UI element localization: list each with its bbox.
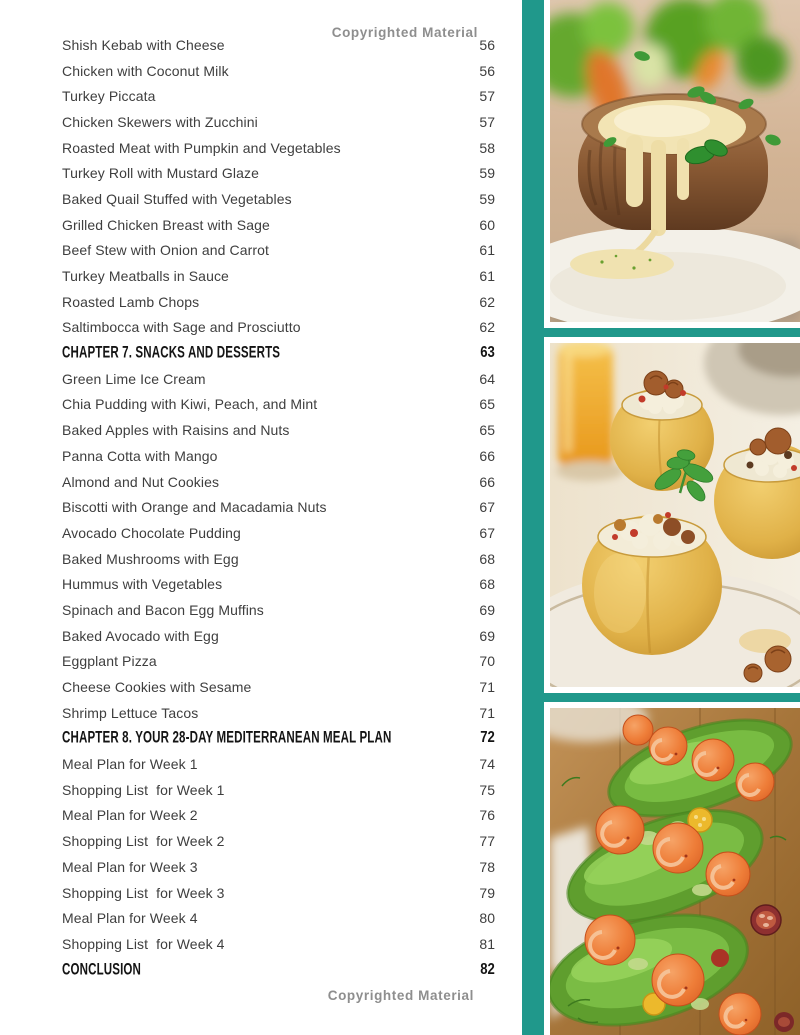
toc-entry-label: Turkey Piccata — [62, 88, 156, 105]
toc-entry-label: Biscotti with Orange and Macadamia Nuts — [62, 499, 327, 516]
toc-entry-label: Meal Plan for Week 2 — [62, 807, 198, 824]
toc-entry-page: 72 — [480, 729, 495, 747]
toc-entry-page: 81 — [479, 935, 495, 952]
toc-entry-page: 76 — [479, 807, 495, 824]
toc-row — [62, 520, 495, 546]
toc-row — [62, 315, 495, 341]
toc-entry-label: Beef Stew with Onion and Carrot — [62, 242, 269, 259]
toc-row — [62, 880, 495, 906]
toc-row — [62, 238, 495, 264]
shrimp-lettuce-tacos-photo — [550, 708, 800, 1035]
toc-row — [62, 777, 495, 803]
toc-entry-page: 77 — [479, 833, 495, 850]
toc-entry-label: Baked Apples with Raisins and Nuts — [62, 422, 290, 439]
steak-with-cheese-sauce-photo — [550, 0, 800, 322]
toc-entry-label: Green Lime Ice Cream — [62, 370, 206, 387]
toc-row — [62, 931, 495, 957]
toc-entry-label: Hummus with Vegetables — [62, 576, 223, 593]
toc-entry-page: 69 — [479, 601, 495, 618]
toc-entry-label: Baked Mushrooms with Egg — [62, 550, 239, 567]
toc-entry-page: 74 — [479, 756, 495, 773]
toc-entry-page: 67 — [479, 524, 495, 541]
toc-row — [62, 623, 495, 649]
toc-entry-label: Turkey Meatballs in Sauce — [62, 268, 229, 285]
toc-entry-page: 69 — [479, 627, 495, 644]
toc-entry-label: Meal Plan for Week 1 — [62, 756, 198, 773]
toc-entry-page: 58 — [479, 139, 495, 156]
toc-entry-label: Baked Avocado with Egg — [62, 627, 219, 644]
toc-entry-page: 82 — [480, 960, 495, 978]
toc-row — [62, 571, 495, 597]
toc-entry-page: 56 — [479, 62, 495, 79]
toc-entry-label: Roasted Lamb Chops — [62, 293, 200, 310]
toc-row — [62, 649, 495, 675]
toc-entry-label: Meal Plan for Week 4 — [62, 910, 198, 927]
toc-entry-page: 70 — [479, 653, 495, 670]
toc-entry-label: Roasted Meat with Pumpkin and Vegetables — [62, 139, 341, 156]
toc-entry-page: 71 — [479, 679, 495, 696]
toc-entry-page: 68 — [479, 576, 495, 593]
toc-row — [62, 494, 495, 520]
toc-entry-label: Cheese Cookies with Sesame — [62, 679, 252, 696]
toc-entry-page: 64 — [479, 370, 495, 387]
baked-stuffed-apples-photo — [550, 343, 800, 687]
toc-entry-label: Grilled Chicken Breast with Sage — [62, 216, 270, 233]
toc-entry-page: 56 — [479, 36, 495, 53]
toc-entry-label: Shopping List for Week 3 — [62, 884, 225, 901]
photo-frame-bottom — [544, 702, 800, 1035]
toc-row — [62, 135, 495, 161]
copyright-notice-bottom: Copyrighted Material — [327, 988, 474, 1003]
toc-row — [62, 58, 495, 84]
toc-entry-page: 80 — [479, 910, 495, 927]
toc-entry-page: 65 — [479, 422, 495, 439]
toc-row — [62, 957, 495, 983]
toc-entry-page: 78 — [479, 858, 495, 875]
toc-entry-label: Shopping List for Week 1 — [62, 781, 225, 798]
toc-entry-label: Chia Pudding with Kiwi, Peach, and Mint — [62, 396, 318, 413]
toc-entry-label: Chicken with Coconut Milk — [62, 62, 229, 79]
toc-entry-page: 66 — [479, 473, 495, 490]
toc-row — [62, 674, 495, 700]
toc-row — [62, 366, 495, 392]
toc-entry-page: 75 — [479, 781, 495, 798]
toc-entry-page: 62 — [479, 293, 495, 310]
toc-row — [62, 854, 495, 880]
toc-entry-page: 79 — [479, 884, 495, 901]
toc-entry-page: 59 — [479, 165, 495, 182]
toc-entry-label: Shopping List for Week 4 — [62, 935, 225, 952]
toc-row — [62, 700, 495, 726]
toc-entry-page: 57 — [479, 113, 495, 130]
toc-entry-page: 61 — [479, 242, 495, 259]
toc-row — [62, 212, 495, 238]
toc-entry-label: Saltimbocca with Sage and Prosciutto — [62, 319, 301, 336]
toc-entry-page: 63 — [480, 344, 495, 362]
toc-row — [62, 109, 495, 135]
toc-row — [62, 186, 495, 212]
toc-entry-label: CHAPTER 8. YOUR 28-DAY MEDITERRANEAN MEAL PLAN — [62, 728, 392, 747]
toc-entry-label: CONCLUSION — [62, 960, 142, 979]
toc-entry-label: Chicken Skewers with Zucchini — [62, 113, 258, 130]
toc-row — [62, 289, 495, 315]
table-of-contents — [62, 32, 495, 982]
toc-entry-page: 61 — [479, 268, 495, 285]
toc-row — [62, 443, 495, 469]
toc-entry-page: 60 — [479, 216, 495, 233]
photo-frame-middle — [544, 337, 800, 693]
toc-entry-page: 59 — [479, 190, 495, 207]
toc-row — [62, 726, 495, 752]
toc-entry-page: 65 — [479, 396, 495, 413]
photo-frame-top — [544, 0, 800, 328]
toc-entry-label: Eggplant Pizza — [62, 653, 157, 670]
toc-row — [62, 597, 495, 623]
toc-row — [62, 828, 495, 854]
toc-row — [62, 340, 495, 366]
toc-row — [62, 32, 495, 58]
toc-row — [62, 905, 495, 931]
toc-entry-label: Turkey Roll with Mustard Glaze — [62, 165, 259, 182]
toc-row — [62, 469, 495, 495]
toc-entry-label: Spinach and Bacon Egg Muffins — [62, 601, 264, 618]
toc-entry-label: Panna Cotta with Mango — [62, 447, 218, 464]
toc-row — [62, 263, 495, 289]
toc-row — [62, 803, 495, 829]
toc-entry-page: 62 — [479, 319, 495, 336]
toc-row — [62, 546, 495, 572]
toc-entry-label: Shopping List for Week 2 — [62, 833, 225, 850]
copyright-notice-top: Copyrighted Material — [331, 25, 478, 40]
toc-row — [62, 392, 495, 418]
toc-entry-page: 57 — [479, 88, 495, 105]
toc-entry-page: 68 — [479, 550, 495, 567]
toc-row — [62, 160, 495, 186]
toc-entry-label: CHAPTER 7. SNACKS AND DESSERTS — [62, 343, 281, 362]
toc-entry-label: Baked Quail Stuffed with Vegetables — [62, 190, 292, 207]
toc-entry-label: Shish Kebab with Cheese — [62, 36, 225, 53]
toc-entry-label: Meal Plan for Week 3 — [62, 858, 198, 875]
toc-entry-label: Almond and Nut Cookies — [62, 473, 220, 490]
toc-row — [62, 83, 495, 109]
toc-row — [62, 417, 495, 443]
toc-entry-label: Shrimp Lettuce Tacos — [62, 704, 199, 721]
toc-entry-page: 71 — [479, 704, 495, 721]
toc-entry-page: 67 — [479, 499, 495, 516]
toc-entry-label: Avocado Chocolate Pudding — [62, 524, 241, 541]
toc-row — [62, 751, 495, 777]
toc-entry-page: 66 — [479, 447, 495, 464]
